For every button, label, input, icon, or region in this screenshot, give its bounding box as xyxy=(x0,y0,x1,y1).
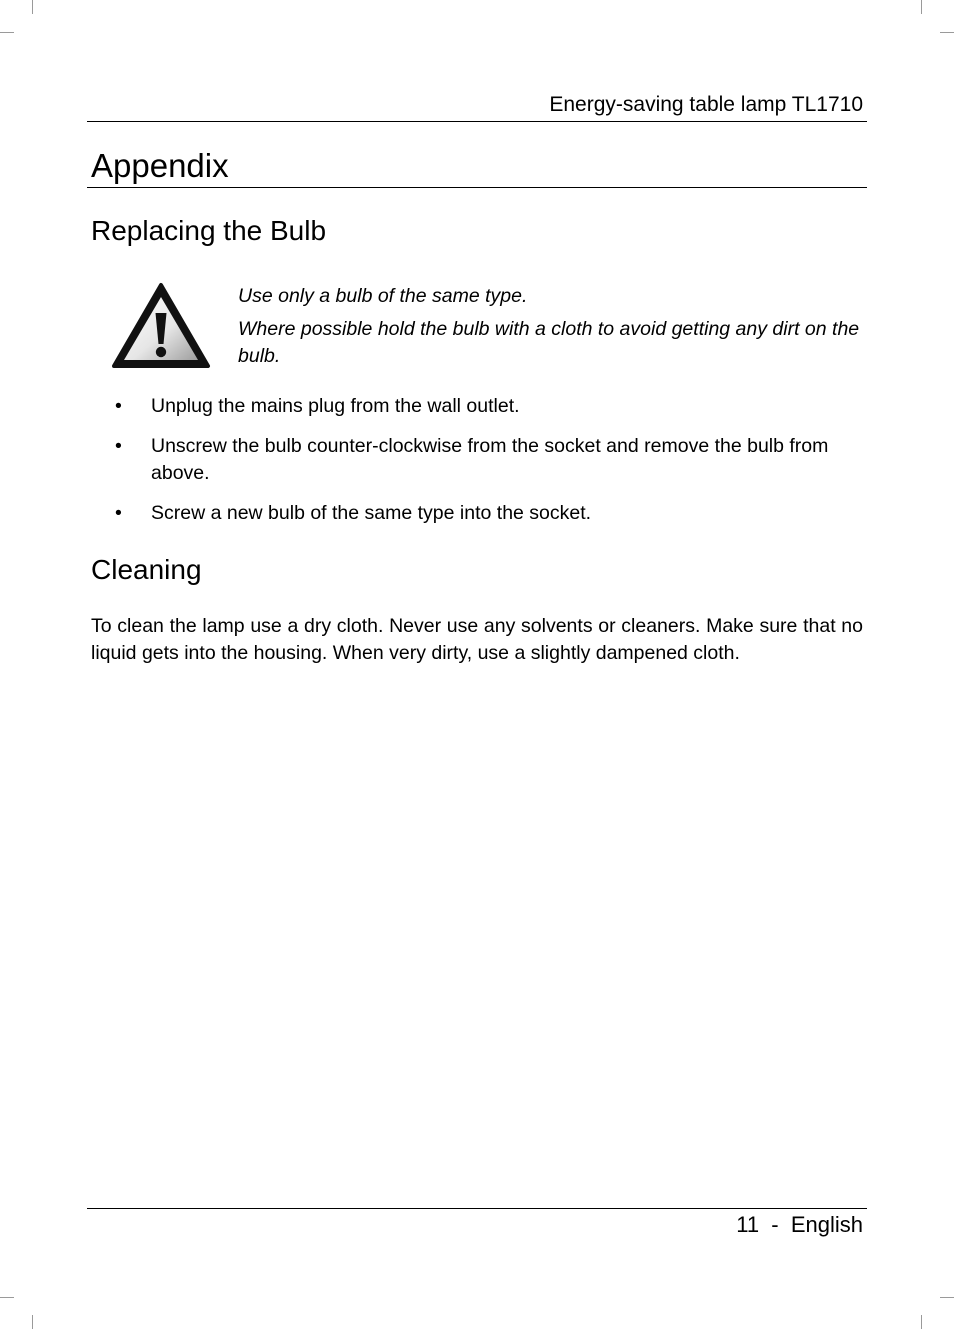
bullet: • xyxy=(115,395,122,417)
header-rule xyxy=(87,121,867,122)
list-item-text: Unplug the mains plug from the wall outlet. xyxy=(151,395,520,417)
crop-mark xyxy=(921,1315,922,1329)
list-item xyxy=(91,393,863,420)
section-heading-cleaning: Cleaning xyxy=(91,554,202,585)
page-footer: 11 - English xyxy=(736,1212,863,1237)
crop-mark xyxy=(0,32,14,33)
crop-mark xyxy=(940,32,954,33)
list-item xyxy=(91,500,863,527)
running-header: Energy-saving table lamp TL1710 xyxy=(549,93,863,116)
title-rule xyxy=(87,187,867,188)
warning-note: Use only a bulb of the same type. xyxy=(238,285,528,307)
crop-mark xyxy=(940,1297,954,1298)
footer-rule xyxy=(87,1208,867,1209)
list-item xyxy=(91,433,863,487)
crop-mark xyxy=(921,0,922,14)
warning-notes xyxy=(238,283,863,370)
list-item-text: Unscrew the bulb counter-clockwise from the socket and remove the bulb from above. xyxy=(151,435,829,484)
warning-triangle-icon xyxy=(111,282,211,370)
crop-mark xyxy=(32,1315,33,1329)
replacement-steps xyxy=(91,393,863,540)
bullet: • xyxy=(115,435,122,457)
bullet: • xyxy=(115,502,122,524)
list-item-text: Screw a new bulb of the same type into the socket. xyxy=(151,502,592,524)
warning-note: Where possible hold the bulb with a cloth to avoid getting any dirt on the bulb. xyxy=(238,318,860,367)
crop-mark xyxy=(0,1297,14,1298)
crop-mark xyxy=(32,0,33,14)
section-heading-replacing-bulb: Replacing the Bulb xyxy=(91,215,327,246)
cleaning-paragraph: To clean the lamp use a dry cloth. Never use any solvents or cleaners. Make sure that no liquid gets into the housing. When very dirty, use a slightly dampened cloth. xyxy=(91,615,863,664)
page-title: Appendix xyxy=(91,147,229,184)
